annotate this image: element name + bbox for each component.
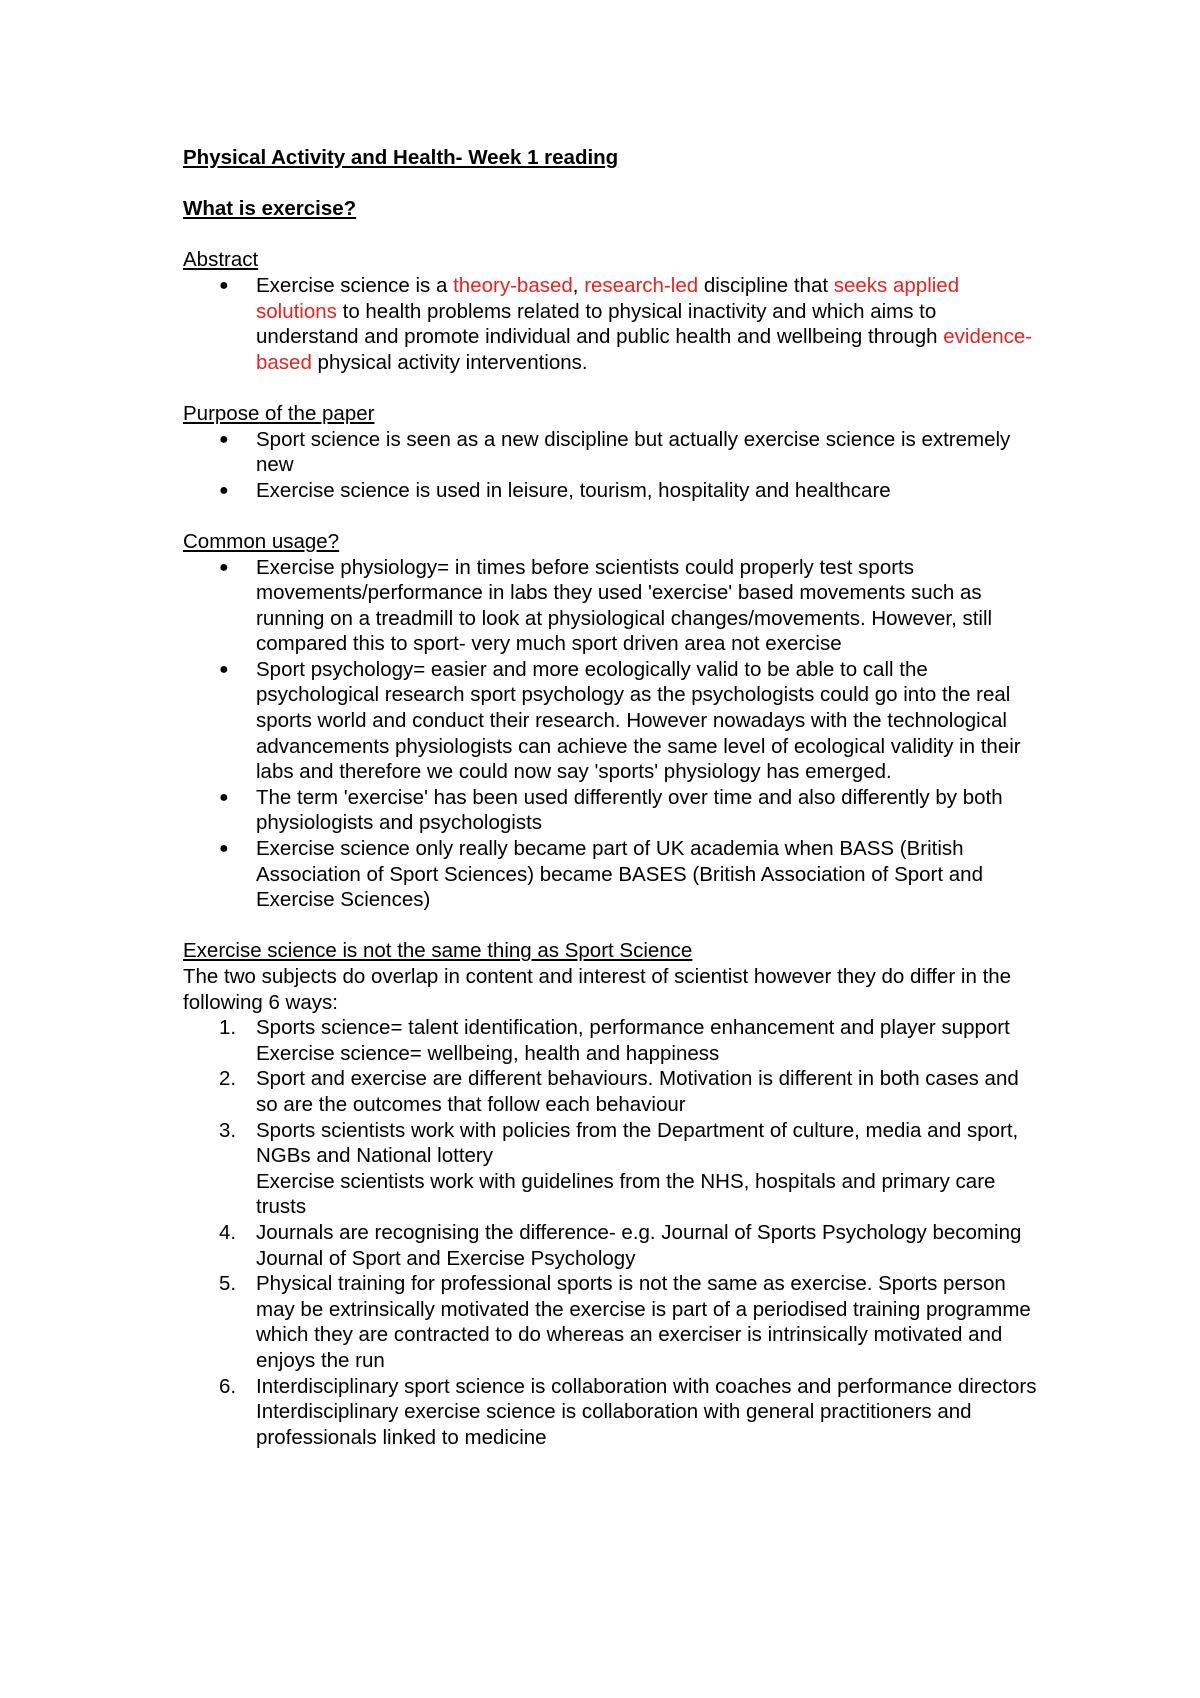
list-item-text: The term 'exercise' has been used differently over time and also differently by both physiologists and psychologists — [256, 785, 1003, 835]
bullet-icon: ● — [219, 481, 229, 499]
bullet-icon: ● — [219, 276, 229, 294]
item-line: Interdisciplinary exercise science is collaboration with general practitioners and professionals linked to medicine — [256, 1400, 972, 1449]
item-line: Sport and exercise are different behaviours. Motivation is different in both cases and so are the outcomes that follow each behaviour — [256, 1067, 1019, 1116]
item-number: 1. — [219, 1016, 237, 1040]
item-line: Journals are recognising the difference- e.g. Journal of Sports Psychology becoming Journal of Sport and Exercise Psychology — [256, 1220, 1022, 1270]
abstract-section — [183, 247, 1043, 375]
item-line: Physical training for professional sports is not the same as exercise. Sports person may be extrinsically motivated the exercise is part of a periodised training programme which they are contracted to do whereas an exerciser is intrinsically motivated and enjoys the run — [256, 1272, 1031, 1372]
list-item-text: Sport psychology= easier and more ecologically valid to be able to call the psychological research sport psychology as the psychologists could go into the real sports world and conduct their research. However nowadays with the technological advancements physiologists can achieve the same level of ecological validity in their labs and therefore we could now say 'sports' physiology has emerged. — [256, 657, 1021, 784]
text-run: to health problems related to physical inactivity and which aims to understand and promote individual and public health and wellbeing through — [256, 299, 944, 349]
document-subtitle: What is exercise? — [183, 197, 357, 221]
document-page — [183, 145, 1043, 1450]
abstract-heading: Abstract — [183, 248, 259, 272]
text-run: discipline that — [698, 273, 834, 297]
item-number: 3. — [219, 1118, 237, 1142]
bullet-icon: ● — [219, 660, 229, 678]
difference-list — [183, 1015, 1043, 1450]
item-number: 2. — [219, 1067, 237, 1091]
abstract-list — [183, 273, 1043, 375]
list-item — [183, 657, 1043, 785]
abstract-bullet-text — [256, 274, 1032, 374]
item-number: 4. — [219, 1220, 237, 1244]
item-line: Exercise scientists work with guidelines from the NHS, hospitals and primary care trusts — [256, 1169, 996, 1219]
bullet-icon: ● — [219, 840, 229, 858]
item-line: Exercise science= wellbeing, health and happiness — [256, 1041, 720, 1065]
difference-intro: The two subjects do overlap in content and interest of scientist however they do differ in the following 6 ways: — [183, 965, 1012, 1014]
highlighted-term: seeks applied solutions — [256, 273, 960, 323]
numbered-item — [183, 1015, 1043, 1066]
item-line: Sports scientists work with policies from the Department of culture, media and sport, NGBs and National lottery — [256, 1118, 1019, 1168]
common-usage-list — [183, 555, 1043, 913]
highlighted-term: research-led — [584, 273, 699, 297]
list-item — [183, 427, 1043, 478]
numbered-item — [183, 1220, 1043, 1271]
common-usage-heading: Common usage? — [183, 529, 340, 553]
highlighted-term: theory-based — [453, 273, 573, 297]
purpose-section — [183, 401, 1043, 503]
list-item — [183, 478, 1043, 504]
list-item — [183, 785, 1043, 836]
list-item-text: Sport science is seen as a new discipline but actually exercise science is extremely new — [256, 427, 1011, 477]
difference-heading: Exercise science is not the same thing as Sport Science — [183, 939, 693, 963]
common-usage-section — [183, 529, 1043, 913]
list-item — [183, 555, 1043, 657]
item-number: 5. — [219, 1272, 237, 1296]
item-number: 6. — [219, 1374, 237, 1398]
item-line: Sports science= talent identification, performance enhancement and player support — [256, 1016, 1010, 1040]
numbered-item — [183, 1066, 1043, 1117]
list-item — [183, 273, 1043, 375]
numbered-item — [183, 1271, 1043, 1373]
bullet-icon: ● — [219, 558, 229, 576]
highlighted-term: evidence-based — [256, 325, 1033, 374]
numbered-item — [183, 1118, 1043, 1220]
numbered-item — [183, 1374, 1043, 1451]
list-item-text: Exercise physiology= in times before scientists could properly test sports movements/performance in labs they used 'exercise' based movements such as running on a treadmill to look at physiological changes/movements. However, still compared this to sport- very much sport driven area not exercise — [256, 555, 993, 656]
difference-section — [183, 938, 1043, 1450]
purpose-heading: Purpose of the paper — [183, 401, 375, 425]
text-run: , — [572, 273, 585, 297]
item-line: Interdisciplinary sport science is collaboration with coaches and performance directors — [256, 1374, 1037, 1398]
bullet-icon: ● — [219, 430, 229, 448]
purpose-list — [183, 427, 1043, 504]
list-item-text: Exercise science only really became part of UK academia when BASS (British Association of Sport Sciences) became BASES (British Association of Sport and Exercise Sciences) — [256, 837, 983, 912]
list-item-text: Exercise science is used in leisure, tourism, hospitality and healthcare — [256, 478, 891, 502]
text-run: Exercise science is a — [256, 273, 454, 297]
document-title: Physical Activity and Health- Week 1 reading — [183, 146, 619, 169]
bullet-icon: ● — [219, 788, 229, 806]
text-run: physical activity interventions. — [311, 350, 588, 374]
list-item — [183, 836, 1043, 913]
